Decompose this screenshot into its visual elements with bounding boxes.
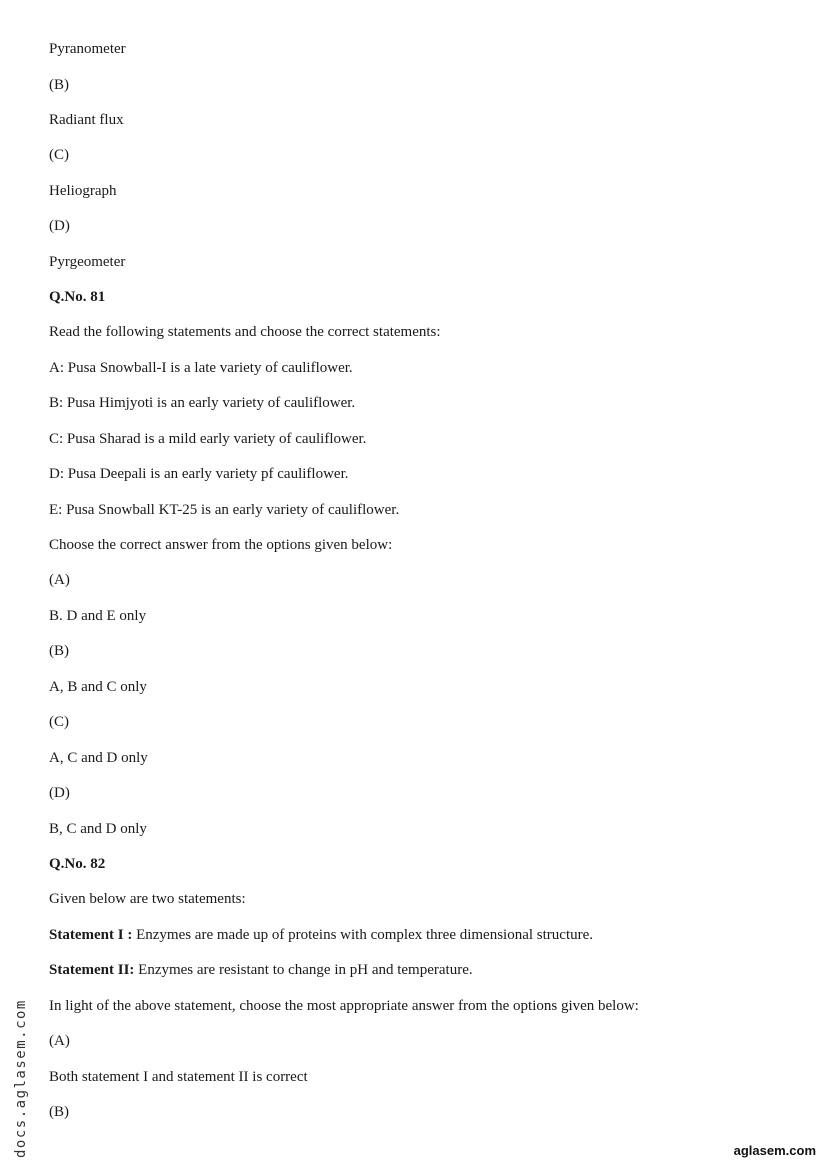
q81-option-d-label: (D) (49, 785, 70, 801)
q81-option-b-label: (B) (49, 643, 69, 659)
q82-option-a-text: Both statement I and statement II is correct (49, 1069, 308, 1085)
q81-statement-d: D: Pusa Deepali is an early variety pf cauliflower. (49, 466, 349, 482)
q81-statement-c: C: Pusa Sharad is a mild early variety of cauliflower. (49, 431, 367, 447)
prev-option-b-label: (B) (49, 77, 69, 93)
q81-option-b-text: A, B and C only (49, 679, 147, 695)
q82-statement-2 (49, 960, 473, 980)
q81-number: Q.No. 81 (49, 289, 106, 305)
side-watermark: docs.aglasem.com (13, 999, 29, 1158)
q82-option-a-label: (A) (49, 1033, 70, 1049)
q81-option-d-text: B, C and D only (49, 821, 147, 837)
prev-option-c-label: (C) (49, 147, 69, 163)
prev-option-b-text: Radiant flux (49, 112, 124, 128)
footer-brand: aglasem.com (733, 1143, 816, 1158)
q82-prompt: Given below are two statements: (49, 891, 246, 907)
q81-option-c-label: (C) (49, 714, 69, 730)
prev-option-d-text: Pyrgeometer (49, 254, 126, 270)
q82-statement-1-text: Enzymes are made up of proteins with complex three dimensional structure. (132, 927, 594, 943)
q81-instruction: Choose the correct answer from the options given below: (49, 537, 393, 553)
q81-option-c-text: A, C and D only (49, 750, 148, 766)
prev-option-a-text: Pyranometer (49, 41, 126, 57)
q81-statement-e: E: Pusa Snowball KT-25 is an early variety of cauliflower. (49, 502, 400, 518)
q81-prompt: Read the following statements and choose the correct statements: (49, 324, 441, 340)
q82-number: Q.No. 82 (49, 856, 106, 872)
q82-option-b-label: (B) (49, 1104, 69, 1120)
q82-statement-2-text: Enzymes are resistant to change in pH and temperature. (134, 962, 473, 978)
q81-option-a-label: (A) (49, 572, 70, 588)
q82-statement-1-label: Statement I : (49, 927, 133, 943)
q81-option-a-text: B. D and E only (49, 608, 147, 624)
q82-statement-2-label: Statement II: (49, 962, 135, 978)
prev-option-c-text: Heliograph (49, 183, 117, 199)
q82-instruction: In light of the above statement, choose the most appropriate answer from the options given below: (49, 998, 639, 1014)
q81-statement-a: A: Pusa Snowball-I is a late variety of cauliflower. (49, 360, 353, 376)
prev-option-d-label: (D) (49, 218, 70, 234)
q82-statement-1 (49, 925, 593, 945)
q81-statement-b: B: Pusa Himjyoti is an early variety of cauliflower. (49, 395, 356, 411)
